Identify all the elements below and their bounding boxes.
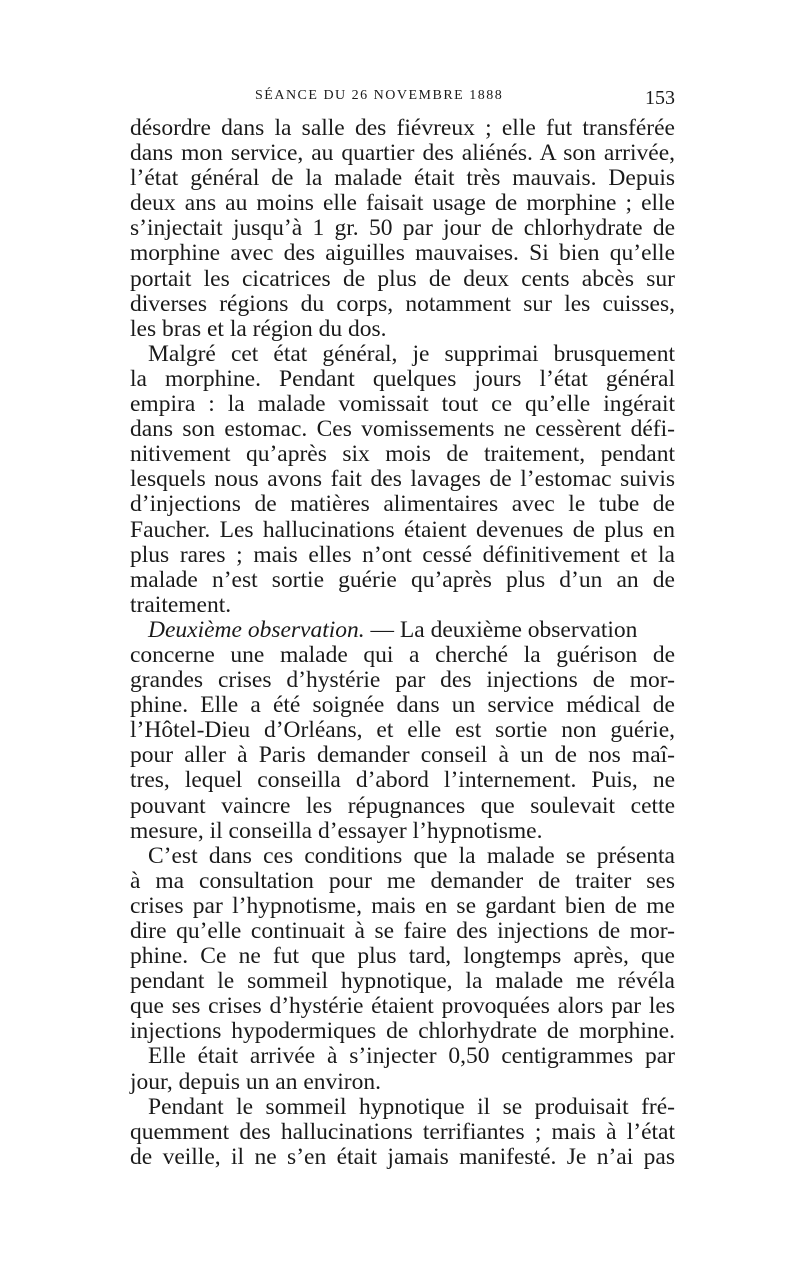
text-line: morphine avec des aiguilles mauvaises. Si bien qu’elle: [130, 240, 675, 267]
page-header: [130, 88, 675, 112]
section-heading-line: [130, 618, 675, 643]
text-line: que ses crises d’hystérie étaient provoquées alors par les: [130, 993, 675, 1020]
text-line: concerne une malade qui a cherché la guérison de: [130, 641, 675, 668]
text-line: mesure, il conseilla d’essayer l’hypnotisme.: [130, 817, 543, 844]
text-line: empira : la malade vomissait tout ce qu’elle ingérait: [130, 391, 675, 418]
text-line: dans mon service, au quartier des aliénés. A son arrivée,: [130, 140, 675, 167]
text-line: plus rares ; mais elles n’ont cessé définitivement et la: [130, 541, 675, 568]
section-heading: Deuxième observation.: [148, 616, 365, 643]
page-number: 153: [645, 87, 675, 109]
text-line: pour aller à Paris demander conseil à un de nos maî-: [130, 742, 675, 769]
text-line: dire qu’elle continuait à se faire des injections de mor-: [130, 918, 675, 944]
text-line: pendant le sommeil hypnotique, la malade me révéla: [130, 968, 675, 995]
text-line: les bras et la région du dos.: [130, 315, 387, 342]
text-line: de veille, il ne s’en était jamais manifesté. Je n’ai pas: [130, 1143, 675, 1170]
text-line: l’état général de la malade était très mauvais. Depuis: [130, 165, 675, 192]
text-line: lesquels nous avons fait des lavages de l’estomac suivis: [130, 466, 675, 493]
text-line: Malgré cet état général, je supprimai brusquement: [148, 340, 675, 367]
text-line: l’Hôtel-Dieu d’Orléans, et elle est sortie non guérie,: [130, 717, 675, 744]
text-line: pouvant vaincre les répugnances que soulevait cette: [130, 792, 675, 819]
text-line: Elle était arrivée à s’injecter 0,50 centigrammes par: [148, 1043, 675, 1070]
text-line: quemment des hallucinations terrifiantes ; mais à l’état: [130, 1118, 675, 1145]
section-heading-continuation: — La deuxième observation: [364, 616, 638, 643]
text-line: jour, depuis un an environ.: [130, 1068, 381, 1095]
text-line: malade n’est sortie guérie qu’après plus d’un an de: [130, 566, 675, 593]
text-line: la morphine. Pendant quelques jours l’état général: [130, 365, 675, 392]
text-line: Pendant le sommeil hypnotique il se produisait fré-: [148, 1093, 675, 1120]
text-line: à ma consultation pour me demander de traiter ses: [130, 867, 675, 894]
text-line: grandes crises d’hystérie par des injections de mor-: [130, 667, 675, 694]
text-line: portait les cicatrices de plus de deux cents abcès sur: [130, 265, 675, 292]
text-line: injections hypodermiques de chlorhydrate de morphine.: [130, 1018, 675, 1045]
text-line: dans son estomac. Ces vomissements ne cessèrent défi-: [130, 416, 675, 443]
text-line: désordre dans la salle des fiévreux ; elle fut transférée: [130, 115, 675, 141]
text-line: d’injections de matières alimentaires avec le tube de: [130, 491, 675, 518]
text-line: C’est dans ces conditions que la malade se présenta: [148, 842, 675, 869]
text-line: tres, lequel conseilla d’abord l’internement. Puis, ne: [130, 767, 675, 794]
text-line: phine. Elle a été soignée dans un service médical de: [130, 692, 675, 719]
text-line: phine. Ce ne fut que plus tard, longtemps après, que: [130, 943, 675, 970]
running-head: SÉANCE DU 26 NOVEMBRE 1888: [255, 88, 504, 103]
text-line: Faucher. Les hallucinations étaient devenues de plus en: [130, 516, 675, 543]
text-line: nitivement qu’après six mois de traitement, pendant: [130, 441, 675, 468]
book-page: [130, 88, 675, 1170]
text-line: diverses régions du corps, notamment sur les cuisses,: [130, 290, 675, 317]
text-line: traitement.: [130, 591, 232, 618]
text-line: s’injectait jusqu’à 1 gr. 50 par jour de chlorhydrate de: [130, 215, 675, 242]
body-text: [130, 116, 675, 1170]
text-line: deux ans au moins elle faisait usage de morphine ; elle: [130, 190, 675, 217]
text-line: crises par l’hypnotisme, mais en se gardant bien de me: [130, 892, 675, 919]
